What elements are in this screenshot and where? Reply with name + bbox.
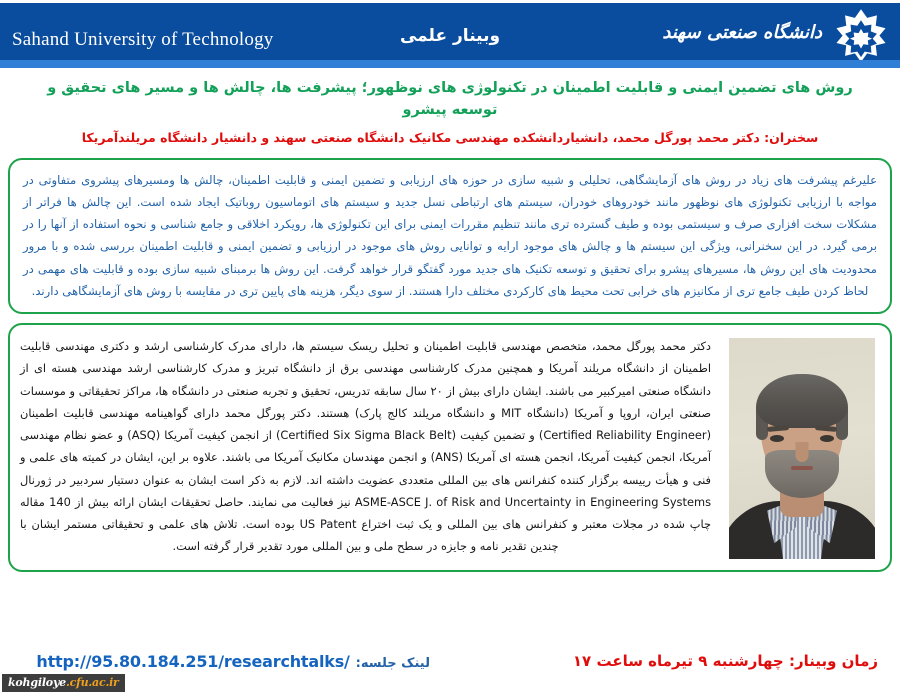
sahand-star-logo-icon xyxy=(830,8,892,62)
speaker-bio-box xyxy=(8,323,892,572)
page-footer xyxy=(0,644,900,694)
university-name-english: Sahand University of Technology xyxy=(12,29,274,50)
portrait-nose xyxy=(796,442,809,462)
watermark-primary: kohgiloye xyxy=(8,676,66,689)
speaker-photo xyxy=(723,334,880,562)
webinar-time: زمان وبینار: چهارشنبه ۹ تیرماه ساعت ۱۷ xyxy=(572,652,878,670)
site-watermark xyxy=(2,674,125,692)
title-block xyxy=(0,68,900,148)
session-link-group xyxy=(36,652,430,671)
page-title: روش های تضمین ایمنی و قابلیت اطمینان در تکنولوژی های نوظهور؛ پیشرفت ها، چالش ها و مسیر های تحقیق و توسعه پیشرو xyxy=(47,80,853,119)
footer-row xyxy=(0,652,900,682)
portrait-image xyxy=(729,338,875,559)
header-top-strip xyxy=(0,0,900,3)
page-header xyxy=(0,0,900,68)
webinar-label: وبینار علمی xyxy=(399,26,501,46)
session-link-label: لینک جلسه: xyxy=(355,656,430,671)
speaker-line: سخنران: دکتر محمد پورگل محمد، دانشیاردانشکده مهندسی مکانیک دانشگاه صنعتی سهند و دانشیار دانشگاه مریلندآمریکا xyxy=(81,129,819,145)
abstract-text: علیرغم پیشرفت های زیاد در روش های آزمایشگاهی، تحلیلی و شبیه سازی در حوزه های ارزیابی و تضمین ایمنی و قابلیت اطمینان، چالش ها ومسیرهای پیشروی متفاوتی در مواجه با ارزیابی تکنولوژی های نوظهور مانند خودروهای خودران، سیستم های ارتباطی نسل جدید و سیستم های اتوماسیون روباتیک ایجاد شده است. این چالش ها فراتر از مشکلات سخت افزاری صرف و سیستمی بوده و طیف گسترده تری مانند تنظیم مقررات ایمنی برای این تکنولوژی ها، رویکرد اخلاقی و جامع شناسی و نحوه استفاده از آنها را در برمی گیرد. در این سخنرانی، ویژگی این سیستم ها و چالش های موجود ارایه و توانایی روش های موجود در ارزیابی و تضمین ایمنی و قابلیت اطمینان بررسی شده و با مرور محدودیت های این روش ها، مسیرهای پیشرو برای تحقیق و توسعه تکنیک های جدید مورد گفتگو قرار خواهد گرفت. این روش ها برمبنای شبیه سازی بوده و قابلیت های مهمی در لحاظ کردن طیف جامع تری از مکانیزم های خرابی تحت محیط های کارکردی مختلف دارا هستند. از سوی دیگر، هزینه های پایین تری در مقایسه با روش های آزمایشگاهی دارند. xyxy=(23,172,877,298)
portrait-hair xyxy=(756,374,848,428)
portrait-mouth xyxy=(791,466,813,470)
session-url-link[interactable]: http://95.80.184.251/researchtalks/ xyxy=(36,652,350,671)
speaker-bio-text: دکتر محمد پورگل محمد، متخصص مهندسی قابلیت اطمینان و تحلیل ریسک سیستم ها، دارای مدرک کارشناسی ارشد و دکتری مهندسی قابلیت اطمینان از دانشگاه مریلند آمریکا و همچنین مدرک کارشناسی مهندسی برق از دانشگاه تبریز و مدرک کارشناسی ارشد مهندسی هسته ای از دانشگاه صنعتی امیرکبیر می باشند. ایشان دارای بیش از ۲۰ سال سابقه تدریس، تحقیق و تجربه صنعتی در دانشگاه ها، مراکز تحقیقاتی و موسسات صنعتی ایران، اروپا و آمریکا (دانشگاه MIT و دانشگاه مریلند کالج پارک) هستند. دکتر پورگل محمد دارای گواهینامه مهندسی قابلیت اطمینان (Certified Reliability Engineer) و تضمین کیفیت (Certified Six Sigma Black Belt) از انجمن کیفیت آمریکا (ASQ) و عضو نظام مهندسی آمریکا، انجمن کیفیت آمریکا، انجمن هسته ای آمریکا (ANS) و انجمن مهندسان مکانیک آمریکا می باشند. علاوه بر این، ایشان در کمیته های علمی و فنی و هیأت رییسه برگزار کننده کنفرانس های بین المللی متعددی عضویت داشته اند. لازم به ذکر است ایشان به عنوان دستیار سردبیر در ژورنال ASME-ASCE J. of Risk and Uncertainty in Engineering Systems نیز فعالیت می نمایند. حاصل تحقیقات ایشان ارائه بیش از 140 مقاله چاپ شده در مجلات معتبر و کنفرانس های بین المللی و یک ثبت اختراع US Patent بوده است. تلاش های علمی و تحقیقاتی مستمر ایشان با چندین تقدیر نامه و جایزه در سطح ملی و بین المللی مورد تقدیر قرار گرفته است. xyxy=(20,339,712,554)
abstract-box xyxy=(8,158,892,315)
university-name-persian: دانشگاه صنعتی سهند xyxy=(662,22,822,43)
watermark-secondary: .cfu.ac.ir xyxy=(65,676,119,689)
